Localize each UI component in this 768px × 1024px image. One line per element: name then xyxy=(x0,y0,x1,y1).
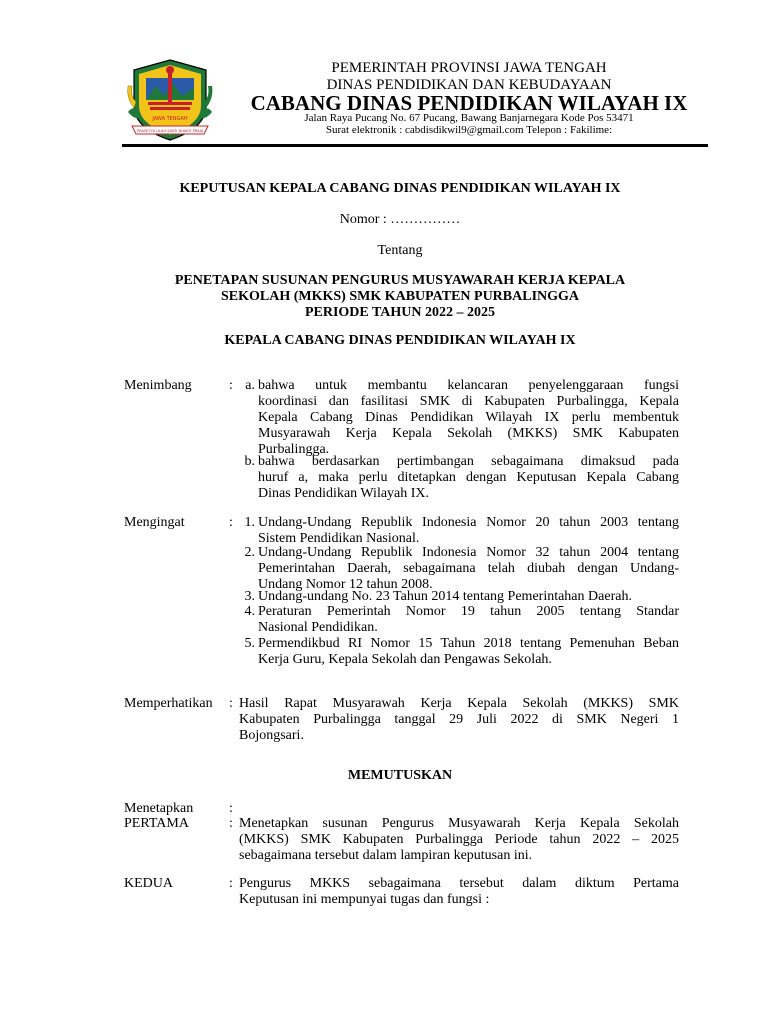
text-line: Peraturan Pemerintah Nomor 19 tahun 2005 tentang Standar xyxy=(258,604,679,619)
mengingat-marker-2: 2. xyxy=(244,545,255,560)
text-line: Pemerintahan Daerah, sebagaimana telah diubah dengan Undang- xyxy=(258,561,679,576)
text-line: Undang Nomor 12 tahun 2008. xyxy=(258,577,433,592)
pertama-colon: : xyxy=(229,816,233,831)
mengingat-colon: : xyxy=(229,515,233,530)
memperhatikan-text xyxy=(239,696,679,744)
memperhatikan-colon: : xyxy=(229,696,233,711)
text-line: bahwa berdasarkan pertimbangan sebagaimana dimaksud pada xyxy=(258,454,679,469)
menimbang-marker-b: b. xyxy=(244,454,255,469)
text-line: Keputusan ini mempunyai tugas dan fungsi : xyxy=(239,892,490,907)
jawa-tengah-crest-logo xyxy=(124,56,216,142)
mengingat-item-4 xyxy=(258,604,679,636)
letterhead-contact: Surat elektronik : cabdisdikwil9@gmail.com Telepon : Fakilime: xyxy=(325,124,613,136)
text-line: Undang-undang No. 23 Tahun 2014 tentang Pemerintahan Daerah. xyxy=(258,589,632,604)
menimbang-item-b xyxy=(258,454,679,502)
menimbang-marker-a: a. xyxy=(245,378,255,393)
text-line: (MKKS) SMK Kabupaten Purbalingga Periode tahun 2022 – 2025 xyxy=(239,832,679,847)
mengingat-item-5 xyxy=(258,636,679,668)
letterhead-government: PEMERINTAH PROVINSI JAWA TENGAH xyxy=(331,60,607,76)
text-line: koordinasi dan fasilitasi SMK di Kabupaten Purbalingga, Kepala xyxy=(258,394,679,409)
menimbang-colon: : xyxy=(229,378,233,393)
text-line: sebagaimana tersebut dalam lampiran keputusan ini. xyxy=(239,848,533,863)
text-line: Kabupaten Purbalingga tanggal 29 Juli 2022 di SMK Negeri 1 xyxy=(239,712,679,727)
text-line: Sistem Pendidikan Nasional. xyxy=(258,531,420,546)
decree-number: Nomor : …………… xyxy=(339,212,461,227)
pertama-label: PERTAMA xyxy=(124,816,189,831)
about-label: Tentang xyxy=(377,243,423,258)
menetapkan-label: Menetapkan xyxy=(124,801,194,816)
text-line: Nasional Pendidikan. xyxy=(258,620,378,635)
letterhead-address: Jalan Raya Pucang No. 67 Pucang, Bawang Banjarnegara Kode Pos 53471 xyxy=(304,112,634,124)
mengingat-item-2 xyxy=(258,545,679,593)
text-line: Purbalingga. xyxy=(258,442,330,457)
text-line: huruf a, maka perlu ditetapkan dengan Keputusan Kepala Cabang xyxy=(258,470,679,485)
mengingat-marker-5: 5. xyxy=(244,636,255,651)
text-line: Bojongsari. xyxy=(239,728,304,743)
mengingat-marker-4: 4. xyxy=(244,604,255,619)
mengingat-label: Mengingat xyxy=(124,515,185,530)
text-line: Menetapkan susunan Pengurus Musyawarah Kerja Kepala Sekolah xyxy=(239,816,679,831)
subject-line-3: PERIODE TAHUN 2022 – 2025 xyxy=(304,305,496,320)
crest-motto: JAWA TENGAH xyxy=(152,116,188,122)
menetapkan-colon: : xyxy=(229,801,233,816)
letterhead-department: DINAS PENDIDIKAN DAN KEBUDAYAAN xyxy=(326,77,612,93)
subject-line-1: PENETAPAN SUSUNAN PENGURUS MUSYAWARAH KERJA KEPALA xyxy=(174,273,626,288)
memperhatikan-label: Memperhatikan xyxy=(124,696,213,711)
mengingat-marker-3: 3. xyxy=(244,589,255,604)
decider-heading: KEPALA CABANG DINAS PENDIDIKAN WILAYAH IX xyxy=(224,333,576,348)
memutuskan-heading: MEMUTUSKAN xyxy=(347,768,453,783)
kedua-text xyxy=(239,876,679,908)
text-line: Hasil Rapat Musyarawah Kerja Kepala Sekolah (MKKS) SMK xyxy=(239,696,679,711)
letterhead-divider xyxy=(122,144,708,147)
mengingat-marker-1: 1. xyxy=(244,515,255,530)
mengingat-item-1 xyxy=(258,515,679,547)
kedua-label: KEDUA xyxy=(124,876,173,891)
menimbang-label: Menimbang xyxy=(124,378,192,393)
crest-ribbon: PRASETYA ULAH SAKTI BHAKTI PRAJA xyxy=(136,129,204,133)
text-line: Undang-Undang Republik Indonesia Nomor 20 tahun 2003 tentang xyxy=(258,515,679,530)
text-line: Undang-Undang Republik Indonesia Nomor 32 tahun 2004 tentang xyxy=(258,545,679,560)
text-line: Kepala Cabang Dinas Pendidikan Wilayah IX perlu membentuk xyxy=(258,410,679,425)
kedua-colon: : xyxy=(229,876,233,891)
text-line: Kerja Guru, Kepala Sekolah dan Pengawas Sekolah. xyxy=(258,652,552,667)
text-line: Pengurus MKKS sebagaimana tersebut dalam diktum Pertama xyxy=(239,876,679,891)
menimbang-item-a xyxy=(258,378,679,458)
pertama-text xyxy=(239,816,679,864)
text-line: bahwa untuk membantu kelancaran penyelenggaraan fungsi xyxy=(258,378,679,393)
text-line: Dinas Pendidikan Wilayah IX. xyxy=(258,486,430,501)
text-line: Musyarawah Kerja Kepala Sekolah (MKKS) SMK Kabupaten xyxy=(258,426,679,441)
mengingat-item-3 xyxy=(258,589,679,605)
decree-title: KEPUTUSAN KEPALA CABANG DINAS PENDIDIKAN WILAYAH IX xyxy=(179,181,621,196)
subject-line-2: SEKOLAH (MKKS) SMK KABUPATEN PURBALINGGA xyxy=(220,289,580,304)
text-line: Permendikbud RI Nomor 15 Tahun 2018 tentang Pemenuhan Beban xyxy=(258,636,679,651)
letterhead-branch-office: CABANG DINAS PENDIDIKAN WILAYAH IX xyxy=(250,91,688,115)
